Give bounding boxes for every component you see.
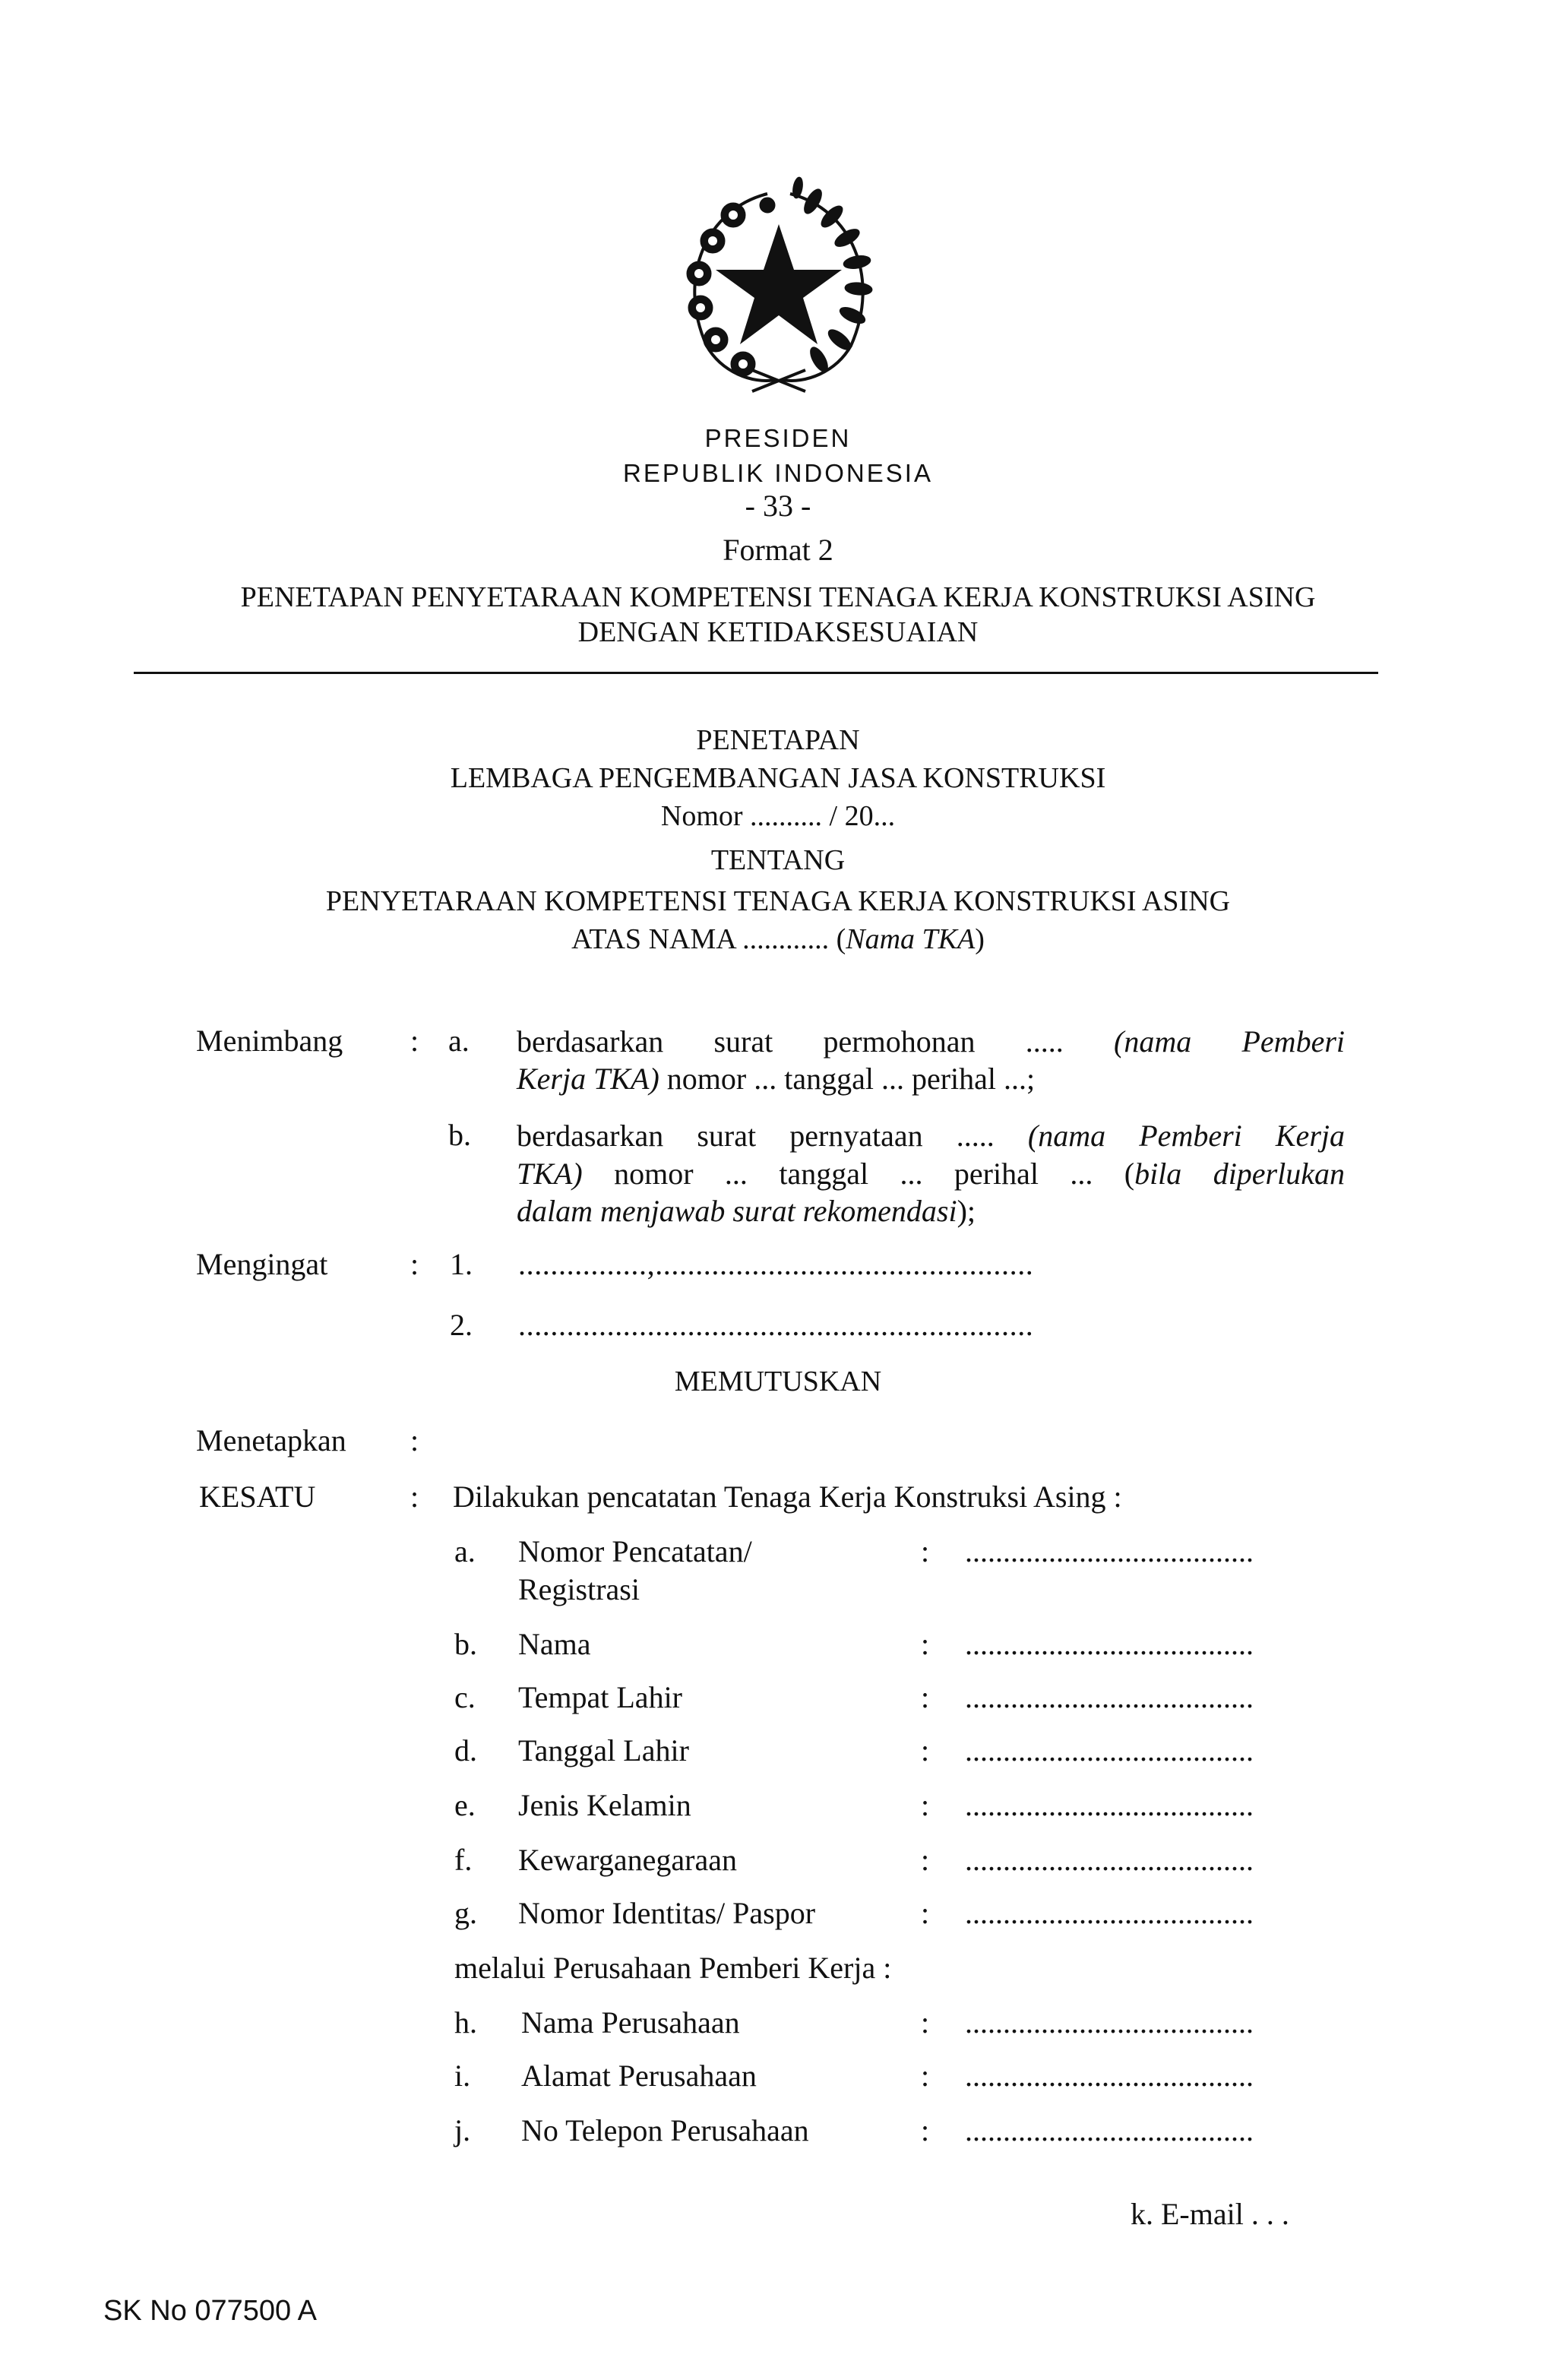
menimbang-b-line1: berdasarkan surat pernyataan ..... (nama Pemberi Kerja [517,1119,1345,1153]
page-number: - 33 - [745,489,811,523]
field-value-placeholder: ...................................... [965,1680,1254,1714]
field-colon: : [921,1896,930,1930]
field-value-placeholder: ...................................... [965,1896,1254,1930]
field-label: Tanggal Lahir [518,1733,689,1768]
field-value-placeholder: ...................................... [965,1843,1254,1877]
field-colon: : [921,1733,930,1768]
field-label: Alamat Perusahaan [521,2059,757,2093]
decree-heading: PENETAPAN [696,724,860,756]
menetapkan-label: Menetapkan [196,1423,346,1457]
field-colon: : [921,1627,930,1661]
mengingat-1-marker: 1. [450,1247,473,1281]
field-marker: i. [454,2059,471,2093]
field-marker: h. [454,2005,477,2040]
field-value-placeholder: ...................................... [965,2113,1254,2147]
field-marker: e. [454,1788,476,1822]
title-divider [134,672,1378,674]
menimbang-a-line2: Kerja TKA) nomor ... tanggal ... perihal ...; [517,1062,1036,1096]
mengingat-2-marker: 2. [450,1308,473,1342]
field-colon: : [921,1843,930,1877]
kesatu-colon: : [410,1480,419,1514]
format-label: Format 2 [723,533,833,567]
field-marker: g. [454,1896,477,1930]
main-title-line1: PENETAPAN PENYETARAAN KOMPETENSI TENAGA KERJA KONSTRUKSI ASING [240,581,1316,613]
main-title-line2: DENGAN KETIDAKSESUAIAN [577,616,979,648]
field-marker: c. [454,1680,476,1714]
memutuskan-heading: MEMUTUSKAN [674,1366,882,1397]
menimbang-b-line2: TKA) nomor ... tanggal ... perihal ... (bila diperlukan [517,1157,1345,1191]
field-label: Nama [518,1627,591,1661]
field-colon: : [921,1788,930,1822]
menimbang-a-line1: berdasarkan surat permohonan ..... (nama Pemberi [517,1024,1346,1059]
mengingat-2-text: ................................................................ [518,1308,1034,1342]
mengingat-colon: : [410,1247,419,1281]
field-label: Nomor Identitas/ Paspor [518,1896,816,1930]
field-marker: j. [454,2113,471,2147]
decree-number: Nomor .......... / 20... [660,800,896,832]
decree-subject: PENYETARAAN KOMPETENSI TENAGA KERJA KONSTRUKSI ASING [325,885,1231,917]
menimbang-colon: : [410,1024,419,1058]
field-label: Nama Perusahaan [521,2005,740,2040]
menimbang-a-marker: a. [448,1024,470,1058]
field-colon: : [921,2059,930,2093]
menetapkan-colon: : [410,1423,419,1457]
kesatu-intro: Dilakukan pencatatan Tenaga Kerja Konstruksi Asing : [453,1480,1122,1514]
decree-tentang: TENTANG [710,844,846,876]
field-colon: : [921,1534,930,1568]
continuation-marker: k. E-mail . . . [1131,2197,1289,2231]
mengingat-1-text: ................,............................................... [518,1247,1034,1281]
field-label: Nomor Pencatatan/ [518,1534,752,1568]
field-value-placeholder: ...................................... [965,1534,1254,1568]
field-label: No Telepon Perusahaan [521,2113,809,2147]
field-value-placeholder: ...................................... [965,1733,1254,1768]
menimbang-b-marker: b. [448,1118,471,1152]
field-marker: f. [454,1843,473,1877]
field-value-placeholder: ...................................... [965,1788,1254,1822]
field-label-continued: Registrasi [518,1572,640,1606]
field-marker: a. [454,1534,476,1568]
field-label: Jenis Kelamin [518,1788,691,1822]
field-value-placeholder: ...................................... [965,2059,1254,2093]
presidential-emblem-icon [661,171,897,399]
field-label: Tempat Lahir [518,1680,682,1714]
footer-sk-number: SK No 077500 A [103,2295,317,2327]
field-colon: : [921,2113,930,2147]
kesatu-label: KESATU [199,1480,316,1514]
field-colon: : [921,1680,930,1714]
field-label: Kewarganegaraan [518,1843,737,1877]
menimbang-label: Menimbang [196,1024,343,1058]
mengingat-label: Mengingat [196,1247,328,1281]
menimbang-b-line3: dalam menjawab surat rekomendasi); [517,1194,976,1228]
field-marker: d. [454,1733,477,1768]
header-republik: REPUBLIK INDONESIA [623,459,933,487]
field-colon: : [921,2005,930,2040]
field-marker: b. [454,1627,477,1661]
decree-institution: LEMBAGA PENGEMBANGAN JASA KONSTRUKSI [450,762,1106,794]
decree-atas-nama: ATAS NAMA ............ (Nama TKA) [571,923,985,955]
field-value-placeholder: ...................................... [965,2005,1254,2040]
header-presiden: PRESIDEN [704,424,852,452]
field-value-placeholder: ...................................... [965,1627,1254,1661]
company-intro: melalui Perusahaan Pemberi Kerja : [454,1951,892,1985]
